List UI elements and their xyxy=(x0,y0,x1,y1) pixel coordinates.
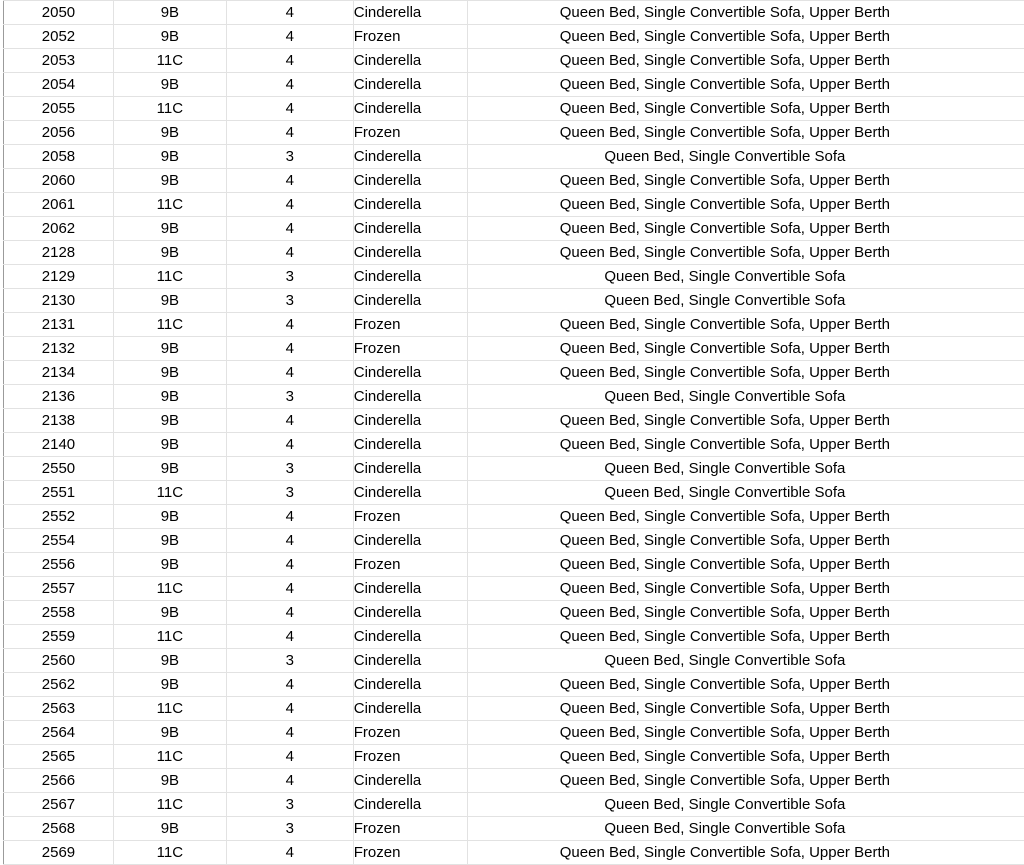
cell-empty[interactable] xyxy=(982,673,1024,697)
cell-empty[interactable] xyxy=(982,409,1024,433)
cell-empty[interactable] xyxy=(982,217,1024,241)
cell-stateroom-number[interactable]: 2552 xyxy=(4,505,114,529)
table-row xyxy=(4,385,1024,409)
cell-stateroom-number[interactable]: 2053 xyxy=(4,49,114,73)
cell-category[interactable]: 9B xyxy=(113,409,226,433)
cell-empty[interactable] xyxy=(982,649,1024,673)
cell-sleeps[interactable]: 4 xyxy=(226,529,353,553)
cell-empty[interactable] xyxy=(982,385,1024,409)
cell-stateroom-number[interactable]: 2565 xyxy=(4,745,114,769)
cell-theme[interactable]: Frozen xyxy=(353,817,467,841)
cell-theme[interactable]: Cinderella xyxy=(353,97,467,121)
cell-bed-configuration[interactable]: Queen Bed, Single Convertible Sofa, Upper Berth xyxy=(467,769,982,793)
table-row xyxy=(4,481,1024,505)
table-row xyxy=(4,361,1024,385)
cell-sleeps[interactable]: 4 xyxy=(226,697,353,721)
cell-sleeps[interactable]: 4 xyxy=(226,241,353,265)
cell-theme[interactable]: Cinderella xyxy=(353,457,467,481)
cell-stateroom-number[interactable]: 2050 xyxy=(4,1,114,25)
cell-bed-configuration[interactable]: Queen Bed, Single Convertible Sofa, Upper Berth xyxy=(467,697,982,721)
cell-theme[interactable]: Cinderella xyxy=(353,625,467,649)
cell-theme[interactable]: Cinderella xyxy=(353,49,467,73)
cell-bed-configuration[interactable]: Queen Bed, Single Convertible Sofa xyxy=(467,649,982,673)
table-row xyxy=(4,1,1024,25)
cell-sleeps[interactable]: 3 xyxy=(226,265,353,289)
cell-sleeps[interactable]: 4 xyxy=(226,673,353,697)
cell-sleeps[interactable]: 4 xyxy=(226,193,353,217)
cell-category[interactable]: 11C xyxy=(113,625,226,649)
cell-bed-configuration[interactable]: Queen Bed, Single Convertible Sofa, Upper Berth xyxy=(467,841,982,865)
cell-sleeps[interactable]: 4 xyxy=(226,601,353,625)
cell-category[interactable]: 11C xyxy=(113,841,226,865)
cell-bed-configuration[interactable]: Queen Bed, Single Convertible Sofa, Upper Berth xyxy=(467,49,982,73)
cell-stateroom-number[interactable]: 2562 xyxy=(4,673,114,697)
cell-stateroom-number[interactable]: 2061 xyxy=(4,193,114,217)
cell-bed-configuration[interactable]: Queen Bed, Single Convertible Sofa xyxy=(467,289,982,313)
cell-category[interactable]: 9B xyxy=(113,649,226,673)
cell-category[interactable]: 11C xyxy=(113,313,226,337)
cell-category[interactable]: 11C xyxy=(113,793,226,817)
cell-empty[interactable] xyxy=(982,169,1024,193)
cell-theme[interactable]: Cinderella xyxy=(353,145,467,169)
cell-theme[interactable]: Frozen xyxy=(353,313,467,337)
cell-empty[interactable] xyxy=(982,841,1024,865)
cell-category[interactable]: 9B xyxy=(113,553,226,577)
cell-sleeps[interactable]: 4 xyxy=(226,337,353,361)
table-row xyxy=(4,529,1024,553)
cell-sleeps[interactable]: 3 xyxy=(226,385,353,409)
cell-category[interactable]: 9B xyxy=(113,529,226,553)
cell-stateroom-number[interactable]: 2560 xyxy=(4,649,114,673)
cell-empty[interactable] xyxy=(982,289,1024,313)
cell-category[interactable]: 11C xyxy=(113,697,226,721)
cell-theme[interactable]: Cinderella xyxy=(353,601,467,625)
cell-theme[interactable]: Cinderella xyxy=(353,793,467,817)
cell-category[interactable]: 9B xyxy=(113,289,226,313)
cell-bed-configuration[interactable]: Queen Bed, Single Convertible Sofa, Upper Berth xyxy=(467,361,982,385)
cell-stateroom-number[interactable]: 2566 xyxy=(4,769,114,793)
cell-theme[interactable]: Frozen xyxy=(353,553,467,577)
cell-sleeps[interactable]: 4 xyxy=(226,1,353,25)
table-row xyxy=(4,793,1024,817)
table-row xyxy=(4,697,1024,721)
cell-category[interactable]: 11C xyxy=(113,49,226,73)
cell-stateroom-number[interactable]: 2563 xyxy=(4,697,114,721)
cell-empty[interactable] xyxy=(982,505,1024,529)
cell-theme[interactable]: Cinderella xyxy=(353,169,467,193)
cell-stateroom-number[interactable]: 2129 xyxy=(4,265,114,289)
cell-category[interactable]: 9B xyxy=(113,337,226,361)
cell-empty[interactable] xyxy=(982,697,1024,721)
cell-bed-configuration[interactable]: Queen Bed, Single Convertible Sofa, Upper Berth xyxy=(467,553,982,577)
cell-sleeps[interactable]: 4 xyxy=(226,433,353,457)
table-row xyxy=(4,457,1024,481)
cell-empty[interactable] xyxy=(982,793,1024,817)
cell-category[interactable]: 9B xyxy=(113,769,226,793)
cell-bed-configuration[interactable]: Queen Bed, Single Convertible Sofa, Upper Berth xyxy=(467,433,982,457)
cell-stateroom-number[interactable]: 2550 xyxy=(4,457,114,481)
cell-stateroom-number[interactable]: 2055 xyxy=(4,97,114,121)
cell-bed-configuration[interactable]: Queen Bed, Single Convertible Sofa xyxy=(467,481,982,505)
cell-stateroom-number[interactable]: 2130 xyxy=(4,289,114,313)
cell-stateroom-number[interactable]: 2551 xyxy=(4,481,114,505)
cell-bed-configuration[interactable]: Queen Bed, Single Convertible Sofa, Upper Berth xyxy=(467,409,982,433)
cell-stateroom-number[interactable]: 2556 xyxy=(4,553,114,577)
cell-theme[interactable]: Cinderella xyxy=(353,217,467,241)
table-row xyxy=(4,841,1024,865)
cell-sleeps[interactable]: 3 xyxy=(226,793,353,817)
cell-stateroom-number[interactable]: 2138 xyxy=(4,409,114,433)
cell-stateroom-number[interactable]: 2054 xyxy=(4,73,114,97)
table-row xyxy=(4,817,1024,841)
cell-stateroom-number[interactable]: 2060 xyxy=(4,169,114,193)
cell-empty[interactable] xyxy=(982,457,1024,481)
cell-empty[interactable] xyxy=(982,745,1024,769)
cell-sleeps[interactable]: 4 xyxy=(226,49,353,73)
table-row xyxy=(4,289,1024,313)
cell-bed-configuration[interactable]: Queen Bed, Single Convertible Sofa, Upper Berth xyxy=(467,121,982,145)
cell-bed-configuration[interactable]: Queen Bed, Single Convertible Sofa xyxy=(467,457,982,481)
cell-theme[interactable]: Cinderella xyxy=(353,433,467,457)
cell-stateroom-number[interactable]: 2058 xyxy=(4,145,114,169)
cell-empty[interactable] xyxy=(982,481,1024,505)
cell-theme[interactable]: Cinderella xyxy=(353,481,467,505)
cell-category[interactable]: 11C xyxy=(113,745,226,769)
cell-stateroom-number[interactable]: 2559 xyxy=(4,625,114,649)
cell-bed-configuration[interactable]: Queen Bed, Single Convertible Sofa xyxy=(467,793,982,817)
cell-theme[interactable]: Cinderella xyxy=(353,289,467,313)
cell-category[interactable]: 9B xyxy=(113,241,226,265)
cell-sleeps[interactable]: 4 xyxy=(226,553,353,577)
cell-theme[interactable]: Cinderella xyxy=(353,577,467,601)
table-row xyxy=(4,73,1024,97)
cell-sleeps[interactable]: 4 xyxy=(226,577,353,601)
cell-stateroom-number[interactable]: 2568 xyxy=(4,817,114,841)
table-row xyxy=(4,97,1024,121)
cell-sleeps[interactable]: 4 xyxy=(226,721,353,745)
cell-bed-configuration[interactable]: Queen Bed, Single Convertible Sofa xyxy=(467,145,982,169)
cell-bed-configuration[interactable]: Queen Bed, Single Convertible Sofa, Upper Berth xyxy=(467,217,982,241)
cell-theme[interactable]: Cinderella xyxy=(353,385,467,409)
cell-bed-configuration[interactable]: Queen Bed, Single Convertible Sofa, Upper Berth xyxy=(467,97,982,121)
cell-empty[interactable] xyxy=(982,553,1024,577)
cell-bed-configuration[interactable]: Queen Bed, Single Convertible Sofa, Upper Berth xyxy=(467,505,982,529)
cell-category[interactable]: 9B xyxy=(113,217,226,241)
cell-category[interactable]: 9B xyxy=(113,817,226,841)
cell-stateroom-number[interactable]: 2132 xyxy=(4,337,114,361)
cell-empty[interactable] xyxy=(982,817,1024,841)
cell-bed-configuration[interactable]: Queen Bed, Single Convertible Sofa xyxy=(467,265,982,289)
cell-stateroom-number[interactable]: 2128 xyxy=(4,241,114,265)
cell-category[interactable]: 9B xyxy=(113,433,226,457)
table-row xyxy=(4,673,1024,697)
cell-category[interactable]: 11C xyxy=(113,577,226,601)
cell-sleeps[interactable]: 4 xyxy=(226,73,353,97)
cell-empty[interactable] xyxy=(982,25,1024,49)
cell-stateroom-number[interactable]: 2564 xyxy=(4,721,114,745)
cell-empty[interactable] xyxy=(982,193,1024,217)
cell-sleeps[interactable]: 4 xyxy=(226,769,353,793)
cell-theme[interactable]: Cinderella xyxy=(353,241,467,265)
cell-empty[interactable] xyxy=(982,625,1024,649)
cell-category[interactable]: 9B xyxy=(113,385,226,409)
cell-theme[interactable]: Cinderella xyxy=(353,529,467,553)
cell-sleeps[interactable]: 4 xyxy=(226,745,353,769)
cell-empty[interactable] xyxy=(982,241,1024,265)
cell-bed-configuration[interactable]: Queen Bed, Single Convertible Sofa, Upper Berth xyxy=(467,601,982,625)
cell-stateroom-number[interactable]: 2134 xyxy=(4,361,114,385)
cell-sleeps[interactable]: 3 xyxy=(226,457,353,481)
cell-category[interactable]: 11C xyxy=(113,193,226,217)
cell-empty[interactable] xyxy=(982,97,1024,121)
cell-category[interactable]: 11C xyxy=(113,265,226,289)
table-row xyxy=(4,553,1024,577)
table-row xyxy=(4,625,1024,649)
cell-stateroom-number[interactable]: 2554 xyxy=(4,529,114,553)
cell-sleeps[interactable]: 4 xyxy=(226,121,353,145)
table-row xyxy=(4,433,1024,457)
table-row xyxy=(4,193,1024,217)
table-row xyxy=(4,601,1024,625)
cell-bed-configuration[interactable]: Queen Bed, Single Convertible Sofa xyxy=(467,385,982,409)
cell-bed-configuration[interactable]: Queen Bed, Single Convertible Sofa, Upper Berth xyxy=(467,625,982,649)
cell-bed-configuration[interactable]: Queen Bed, Single Convertible Sofa, Upper Berth xyxy=(467,193,982,217)
cell-empty[interactable] xyxy=(982,577,1024,601)
cell-stateroom-number[interactable]: 2136 xyxy=(4,385,114,409)
cell-empty[interactable] xyxy=(982,121,1024,145)
stateroom-table xyxy=(3,0,1024,865)
cell-category[interactable]: 9B xyxy=(113,505,226,529)
table-row xyxy=(4,49,1024,73)
cell-theme[interactable]: Frozen xyxy=(353,25,467,49)
cell-stateroom-number[interactable]: 2056 xyxy=(4,121,114,145)
cell-bed-configuration[interactable]: Queen Bed, Single Convertible Sofa, Upper Berth xyxy=(467,577,982,601)
cell-sleeps[interactable]: 4 xyxy=(226,361,353,385)
cell-category[interactable]: 11C xyxy=(113,97,226,121)
cell-theme[interactable]: Cinderella xyxy=(353,193,467,217)
cell-theme[interactable]: Cinderella xyxy=(353,409,467,433)
table-row xyxy=(4,649,1024,673)
cell-stateroom-number[interactable]: 2567 xyxy=(4,793,114,817)
cell-category[interactable]: 9B xyxy=(113,457,226,481)
table-row xyxy=(4,313,1024,337)
cell-empty[interactable] xyxy=(982,337,1024,361)
cell-theme[interactable]: Cinderella xyxy=(353,673,467,697)
table-row xyxy=(4,337,1024,361)
cell-bed-configuration[interactable]: Queen Bed, Single Convertible Sofa, Upper Berth xyxy=(467,25,982,49)
cell-bed-configuration[interactable]: Queen Bed, Single Convertible Sofa xyxy=(467,817,982,841)
cell-bed-configuration[interactable]: Queen Bed, Single Convertible Sofa, Upper Berth xyxy=(467,313,982,337)
cell-category[interactable]: 9B xyxy=(113,601,226,625)
cell-empty[interactable] xyxy=(982,145,1024,169)
cell-sleeps[interactable]: 4 xyxy=(226,313,353,337)
cell-empty[interactable] xyxy=(982,361,1024,385)
cell-sleeps[interactable]: 4 xyxy=(226,97,353,121)
cell-sleeps[interactable]: 3 xyxy=(226,649,353,673)
cell-bed-configuration[interactable]: Queen Bed, Single Convertible Sofa, Upper Berth xyxy=(467,721,982,745)
cell-category[interactable]: 9B xyxy=(113,673,226,697)
stateroom-table-body xyxy=(4,1,1024,865)
cell-empty[interactable] xyxy=(982,49,1024,73)
cell-sleeps[interactable]: 4 xyxy=(226,505,353,529)
cell-sleeps[interactable]: 3 xyxy=(226,145,353,169)
cell-empty[interactable] xyxy=(982,769,1024,793)
cell-bed-configuration[interactable]: Queen Bed, Single Convertible Sofa, Upper Berth xyxy=(467,169,982,193)
cell-empty[interactable] xyxy=(982,313,1024,337)
cell-stateroom-number[interactable]: 2569 xyxy=(4,841,114,865)
cell-sleeps[interactable]: 4 xyxy=(226,409,353,433)
cell-theme[interactable]: Cinderella xyxy=(353,361,467,385)
cell-empty[interactable] xyxy=(982,73,1024,97)
cell-empty[interactable] xyxy=(982,265,1024,289)
cell-bed-configuration[interactable]: Queen Bed, Single Convertible Sofa, Upper Berth xyxy=(467,529,982,553)
cell-sleeps[interactable]: 3 xyxy=(226,817,353,841)
table-row xyxy=(4,121,1024,145)
table-row xyxy=(4,769,1024,793)
table-row xyxy=(4,265,1024,289)
cell-category[interactable]: 9B xyxy=(113,721,226,745)
table-row xyxy=(4,721,1024,745)
table-row xyxy=(4,169,1024,193)
cell-bed-configuration[interactable]: Queen Bed, Single Convertible Sofa, Upper Berth xyxy=(467,337,982,361)
cell-stateroom-number[interactable]: 2131 xyxy=(4,313,114,337)
table-row xyxy=(4,217,1024,241)
cell-theme[interactable]: Frozen xyxy=(353,721,467,745)
cell-stateroom-number[interactable]: 2052 xyxy=(4,25,114,49)
cell-category[interactable]: 9B xyxy=(113,1,226,25)
cell-empty[interactable] xyxy=(982,601,1024,625)
cell-sleeps[interactable]: 4 xyxy=(226,841,353,865)
cell-theme[interactable]: Cinderella xyxy=(353,265,467,289)
cell-theme[interactable]: Frozen xyxy=(353,841,467,865)
table-row xyxy=(4,745,1024,769)
cell-bed-configuration[interactable]: Queen Bed, Single Convertible Sofa, Upper Berth xyxy=(467,1,982,25)
table-row xyxy=(4,577,1024,601)
table-row xyxy=(4,25,1024,49)
cell-category[interactable]: 9B xyxy=(113,25,226,49)
cell-stateroom-number[interactable]: 2062 xyxy=(4,217,114,241)
table-row xyxy=(4,241,1024,265)
table-row xyxy=(4,145,1024,169)
cell-stateroom-number[interactable]: 2557 xyxy=(4,577,114,601)
cell-empty[interactable] xyxy=(982,433,1024,457)
cell-stateroom-number[interactable]: 2558 xyxy=(4,601,114,625)
cell-category[interactable]: 9B xyxy=(113,145,226,169)
cell-empty[interactable] xyxy=(982,721,1024,745)
cell-theme[interactable]: Cinderella xyxy=(353,769,467,793)
cell-bed-configuration[interactable]: Queen Bed, Single Convertible Sofa, Upper Berth xyxy=(467,73,982,97)
cell-empty[interactable] xyxy=(982,1,1024,25)
cell-sleeps[interactable]: 3 xyxy=(226,481,353,505)
cell-sleeps[interactable]: 4 xyxy=(226,217,353,241)
cell-theme[interactable]: Cinderella xyxy=(353,73,467,97)
cell-sleeps[interactable]: 4 xyxy=(226,25,353,49)
cell-theme[interactable]: Frozen xyxy=(353,121,467,145)
cell-theme[interactable]: Frozen xyxy=(353,505,467,529)
cell-stateroom-number[interactable]: 2140 xyxy=(4,433,114,457)
cell-sleeps[interactable]: 4 xyxy=(226,625,353,649)
cell-theme[interactable]: Cinderella xyxy=(353,649,467,673)
cell-category[interactable]: 11C xyxy=(113,481,226,505)
table-row xyxy=(4,409,1024,433)
cell-category[interactable]: 9B xyxy=(113,121,226,145)
cell-theme[interactable]: Cinderella xyxy=(353,1,467,25)
cell-theme[interactable]: Cinderella xyxy=(353,697,467,721)
cell-bed-configuration[interactable]: Queen Bed, Single Convertible Sofa, Upper Berth xyxy=(467,673,982,697)
cell-empty[interactable] xyxy=(982,529,1024,553)
cell-sleeps[interactable]: 4 xyxy=(226,169,353,193)
cell-category[interactable]: 9B xyxy=(113,169,226,193)
cell-category[interactable]: 9B xyxy=(113,73,226,97)
cell-theme[interactable]: Frozen xyxy=(353,745,467,769)
cell-bed-configuration[interactable]: Queen Bed, Single Convertible Sofa, Upper Berth xyxy=(467,241,982,265)
cell-category[interactable]: 9B xyxy=(113,361,226,385)
cell-bed-configuration[interactable]: Queen Bed, Single Convertible Sofa, Upper Berth xyxy=(467,745,982,769)
cell-sleeps[interactable]: 3 xyxy=(226,289,353,313)
table-row xyxy=(4,505,1024,529)
cell-theme[interactable]: Frozen xyxy=(353,337,467,361)
